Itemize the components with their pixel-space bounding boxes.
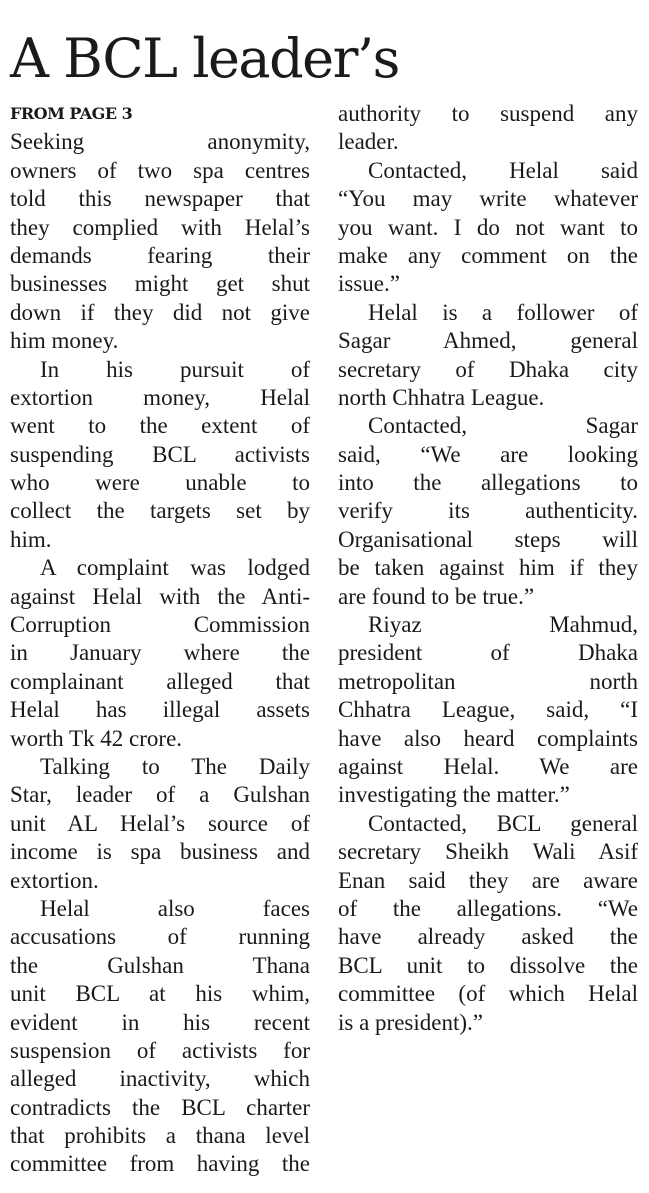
- text-line: you want. I do not want to: [338, 214, 638, 240]
- text-line: owners of two spa centres: [10, 157, 310, 183]
- article-column-left: [10, 100, 310, 1179]
- text-line: are found to be true.”: [338, 583, 535, 609]
- text-line: suspension of activists for: [10, 1037, 310, 1063]
- text-line: investigating the matter.”: [338, 782, 570, 808]
- text-line: him.: [10, 526, 52, 552]
- text-line: contradicts the BCL charter: [10, 1094, 310, 1120]
- text-line: “You may write whatever: [338, 186, 638, 212]
- text-line: secretary of Dhaka city: [338, 356, 638, 382]
- text-line: demands fearing their: [10, 242, 310, 268]
- text-line: complainant alleged that: [10, 668, 310, 694]
- text-line: president of Dhaka: [338, 640, 638, 666]
- text-line: Contacted, Sagar: [368, 413, 638, 439]
- text-line: they complied with Helal’s: [10, 214, 310, 240]
- text-line: have already asked the: [338, 924, 638, 950]
- text-line: evident in his recent: [10, 1009, 310, 1035]
- text-line: be taken against him if they: [338, 555, 638, 581]
- text-line: him money.: [10, 328, 119, 354]
- text-line: down if they did not give: [10, 299, 310, 325]
- text-line: into the allegations to: [338, 470, 638, 496]
- text-line: Helal also faces: [40, 895, 310, 921]
- text-line: extortion.: [10, 867, 99, 893]
- text-line: Organisational steps will: [338, 526, 638, 552]
- text-line: the Gulshan Thana: [10, 952, 310, 978]
- text-line: told this newspaper that: [10, 186, 310, 212]
- text-line: of the allegations. “We: [338, 895, 638, 921]
- text-line: unit BCL at his whim,: [10, 981, 310, 1007]
- text-line: BCL unit to dissolve the: [338, 952, 638, 978]
- article-headline: A BCL leader’s: [10, 27, 399, 90]
- text-line: collect the targets set by: [10, 498, 310, 524]
- text-line: said, “We are looking: [338, 441, 638, 467]
- text-line: alleged inactivity, which: [10, 1066, 310, 1092]
- text-line: extortion money, Helal: [10, 384, 310, 410]
- text-line: In his pursuit of: [40, 356, 310, 382]
- text-line: committee (of which Helal: [338, 981, 638, 1007]
- text-line: north Chhatra League.: [338, 384, 545, 410]
- text-line: Helal has illegal assets: [10, 697, 310, 723]
- text-line: that prohibits a thana level: [10, 1123, 310, 1149]
- text-line: secretary Sheikh Wali Asif: [338, 839, 638, 865]
- text-line: Star, leader of a Gulshan: [10, 782, 310, 808]
- text-line: Contacted, BCL general: [368, 810, 638, 836]
- text-line: Sagar Ahmed, general: [338, 328, 638, 354]
- text-line: Talking to The Daily: [40, 754, 310, 779]
- text-line: A complaint was lodged: [40, 555, 310, 581]
- text-line: have also heard complaints: [338, 725, 638, 751]
- text-line: authority to suspend any: [338, 101, 638, 126]
- text-line: issue.”: [338, 271, 400, 297]
- text-line: Corruption Commission: [10, 612, 310, 638]
- text-line: is a president).”: [338, 1009, 483, 1035]
- text-line: metropolitan north: [338, 668, 638, 694]
- text-line: Riyaz Mahmud,: [368, 612, 638, 638]
- text-line: Chhatra League, said, “I: [338, 697, 638, 723]
- text-line: Enan said they are aware: [338, 867, 638, 893]
- text-line: against Helal. We are: [338, 753, 638, 779]
- text-line: Helal is a follower of: [368, 299, 638, 325]
- text-line: committee from having the: [10, 1151, 310, 1177]
- text-line: against Helal with the Anti-: [10, 583, 310, 609]
- text-line: suspending BCL activists: [10, 441, 310, 467]
- text-line: Seeking anonymity,: [10, 129, 310, 155]
- text-line: Contacted, Helal said: [368, 157, 638, 183]
- text-line: leader.: [338, 129, 399, 155]
- article-column-right: [338, 100, 638, 1037]
- text-line: income is spa business and: [10, 839, 310, 865]
- text-line: who were unable to: [10, 470, 310, 496]
- text-line: accusations of running: [10, 924, 310, 950]
- text-line: businesses might get shut: [10, 271, 310, 297]
- continuation-kicker: FROM PAGE 3: [10, 104, 133, 123]
- text-line: went to the extent of: [10, 413, 310, 439]
- text-line: verify its authenticity.: [338, 498, 638, 524]
- text-line: in January where the: [10, 640, 310, 666]
- text-line: unit AL Helal’s source of: [10, 810, 310, 836]
- text-line: make any comment on the: [338, 242, 638, 268]
- text-line: worth Tk 42 crore.: [10, 725, 183, 751]
